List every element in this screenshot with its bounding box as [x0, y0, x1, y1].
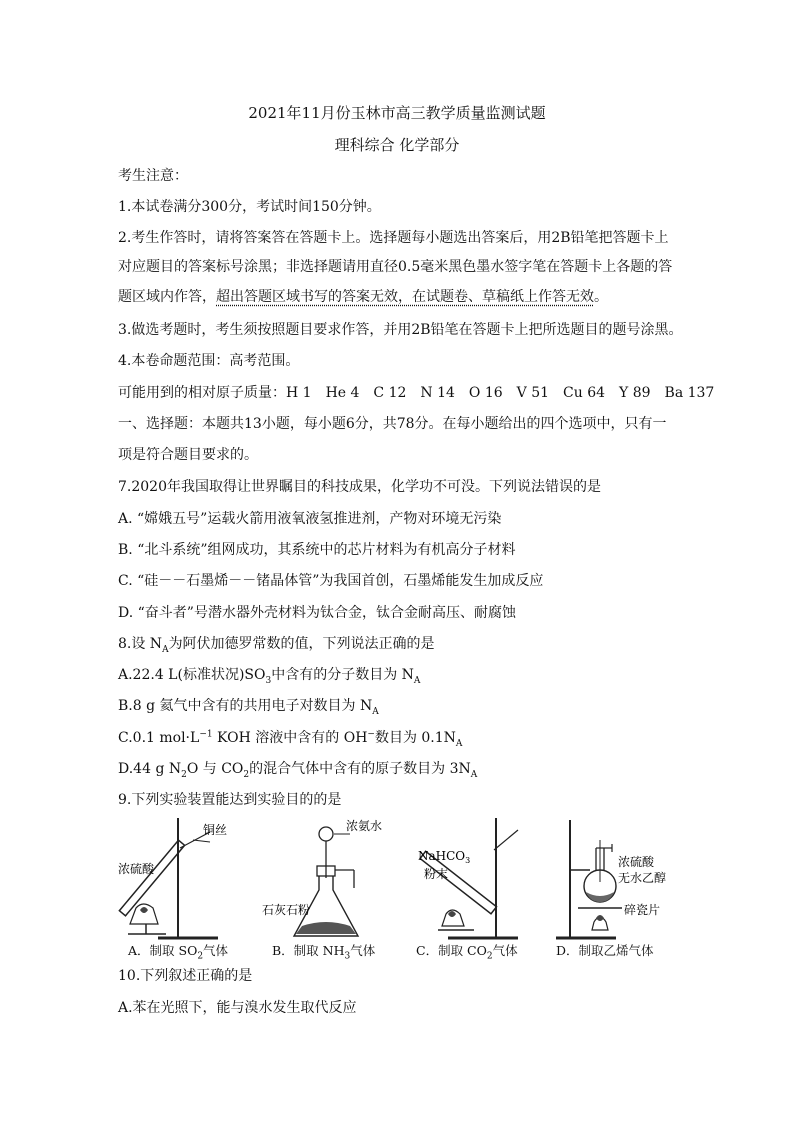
fig-d-label-1: 浓硫酸	[618, 855, 655, 869]
fig-a-caption	[128, 942, 228, 960]
fig-c-caption	[416, 942, 518, 960]
notice-item-2-line-3-text: 题区域内作答，	[118, 289, 216, 305]
figure-a-drawing	[118, 818, 248, 942]
q8-option-b	[118, 696, 678, 716]
q8-stem	[118, 634, 678, 654]
notice-item-3: 3.做选考题时，考生须按照题目要求作答，并用2B铅笔在答题卡上把所选题目的题号涂黑。	[118, 322, 683, 338]
q8-option-c	[118, 728, 678, 748]
q9-stem: 9.下列实验装置能达到实验目的的是	[118, 792, 342, 808]
q8-stem-text-2: 为阿伏加德罗常数的值，下列说法正确的是	[168, 636, 435, 652]
q8-c-text: C.0.1 mol·L	[118, 730, 200, 746]
fig-a-caption-text: A．制取 SO	[128, 943, 198, 958]
subscript: 3	[465, 856, 471, 865]
q8-d-text-2: O 与 CO	[186, 761, 244, 777]
subscript: 2	[486, 951, 493, 962]
fig-c-label-1-text: NaHCO	[418, 849, 466, 863]
fig-b-caption-text: B．制取 NH	[272, 943, 345, 958]
emphasis-dotted-text: 超出答题区域书写的答案无效，在试题卷、草稿纸上作答无效	[216, 289, 594, 305]
exam-title: 2021年11月份玉林市高三教学质量监测试题	[248, 104, 546, 122]
fig-b-caption	[272, 942, 375, 960]
figure-c-apparatus	[418, 818, 548, 942]
q7-stem: 7.2020年我国取得让世界瞩目的科技成果，化学功不可没。下列说法错误的是	[118, 479, 601, 495]
fig-c-label-2: 粉末	[424, 867, 449, 881]
fig-c-label-1	[418, 849, 470, 865]
q8-d-text: D.44 g N	[118, 761, 182, 777]
superscript: −1	[199, 729, 213, 740]
q7-option-b: B. “北斗系统”组网成功，其系统中的芯片材料为有机高分子材料	[118, 542, 516, 558]
fig-d-label-3: 碎瓷片	[624, 903, 661, 917]
q8-option-d	[118, 759, 678, 779]
fig-b-label-2: 石灰石粉	[262, 903, 311, 917]
section-1-instructions-cont: 项是符合题目要求的。	[118, 447, 258, 463]
q8-b-text: B.8 g 氦气中含有的共用电子对数目为 N	[118, 698, 373, 714]
figure-c-drawing	[418, 818, 548, 942]
subscript: 2	[243, 769, 250, 780]
exam-subtitle: 理科综合 化学部分	[334, 136, 460, 154]
q7-option-c: C. “硅－－石墨烯－－锗晶体管”为我国首创，石墨烯能发生加成反应	[118, 573, 544, 589]
q8-option-a	[118, 665, 678, 685]
notice-item-2-line-3	[118, 287, 678, 307]
q8-c-text-3: 数目为 0.1N	[374, 730, 456, 746]
fig-c-caption-text: C．制取 CO	[416, 943, 487, 958]
q8-a-text-2: 中含有的分子数目为 N	[271, 667, 414, 683]
fig-b-caption-text-2: 气体	[350, 943, 376, 958]
notice-item-4: 4.本卷命题范围：高考范围。	[118, 353, 300, 369]
atomic-masses: 可能用到的相对原子质量：H 1 He 4 C 12 N 14 O 16 V 51 Cu 64 Y 89 Ba 137	[118, 385, 715, 401]
subscript: A	[372, 706, 379, 717]
figure-a-apparatus	[118, 818, 248, 942]
subscript: 2	[197, 951, 204, 962]
q8-c-text-2: KOH 溶液中含有的 OH	[212, 730, 368, 746]
subscript: 3	[265, 675, 272, 686]
subscript: A	[413, 675, 421, 686]
notice-heading: 考生注意：	[118, 168, 188, 184]
notice-item-2-line-3-end: 。	[594, 289, 608, 305]
subscript: 3	[344, 951, 351, 962]
q8-stem-text: 8.设 N	[118, 636, 163, 652]
q7-option-a: A. “嫦娥五号”运载火箭用液氧液氢推进剂，产物对环境无污染	[118, 511, 502, 527]
figure-d-apparatus	[556, 818, 686, 942]
fig-a-caption-text-2: 气体	[203, 943, 229, 958]
q10-stem: 10.下列叙述正确的是	[118, 968, 253, 984]
fig-a-label-2: 浓硫酸	[118, 862, 155, 876]
q8-d-text-3: 的混合气体中含有的原子数目为 3N	[249, 761, 471, 777]
fig-d-label-2: 无水乙醇	[618, 871, 667, 885]
fig-c-caption-text-2: 气体	[492, 943, 518, 958]
section-1-instructions: 一、选择题：本题共13小题，每小题6分，共78分。在每小题给出的四个选项中，只有一	[118, 416, 667, 432]
q8-a-text: A.22.4 L(标准状况)SO	[118, 667, 266, 683]
figure-b-drawing	[262, 818, 392, 942]
fig-b-label-1: 浓氨水	[346, 819, 383, 833]
superscript: −	[367, 729, 375, 740]
notice-item-2-line-1: 2.考生作答时，请将答案答在答题卡上。选择题每小题选出答案后，用2B铅笔把答题卡上	[118, 230, 669, 246]
q7-option-d: D. “奋斗者”号潜水器外壳材料为钛合金，钛合金耐高压、耐腐蚀	[118, 605, 516, 621]
fig-d-caption: D．制取乙烯气体	[556, 943, 654, 958]
notice-item-1: 1.本试卷满分300分，考试时间150分钟。	[118, 199, 381, 215]
fig-a-label-1: 铜丝	[203, 823, 228, 837]
subscript: A	[162, 644, 169, 655]
subscript: A	[455, 738, 463, 749]
figure-b-apparatus	[262, 818, 392, 942]
notice-item-2-line-2: 对应题目的答案标号涂黑；非选择题请用直径0.5毫米黑色墨水签字笔在答题卡上各题的答	[118, 259, 673, 275]
subscript: 2	[181, 769, 187, 780]
subscript: A	[470, 769, 478, 780]
q10-option-a: A.苯在光照下，能与溴水发生取代反应	[118, 1000, 357, 1016]
figure-d-drawing	[556, 818, 686, 942]
